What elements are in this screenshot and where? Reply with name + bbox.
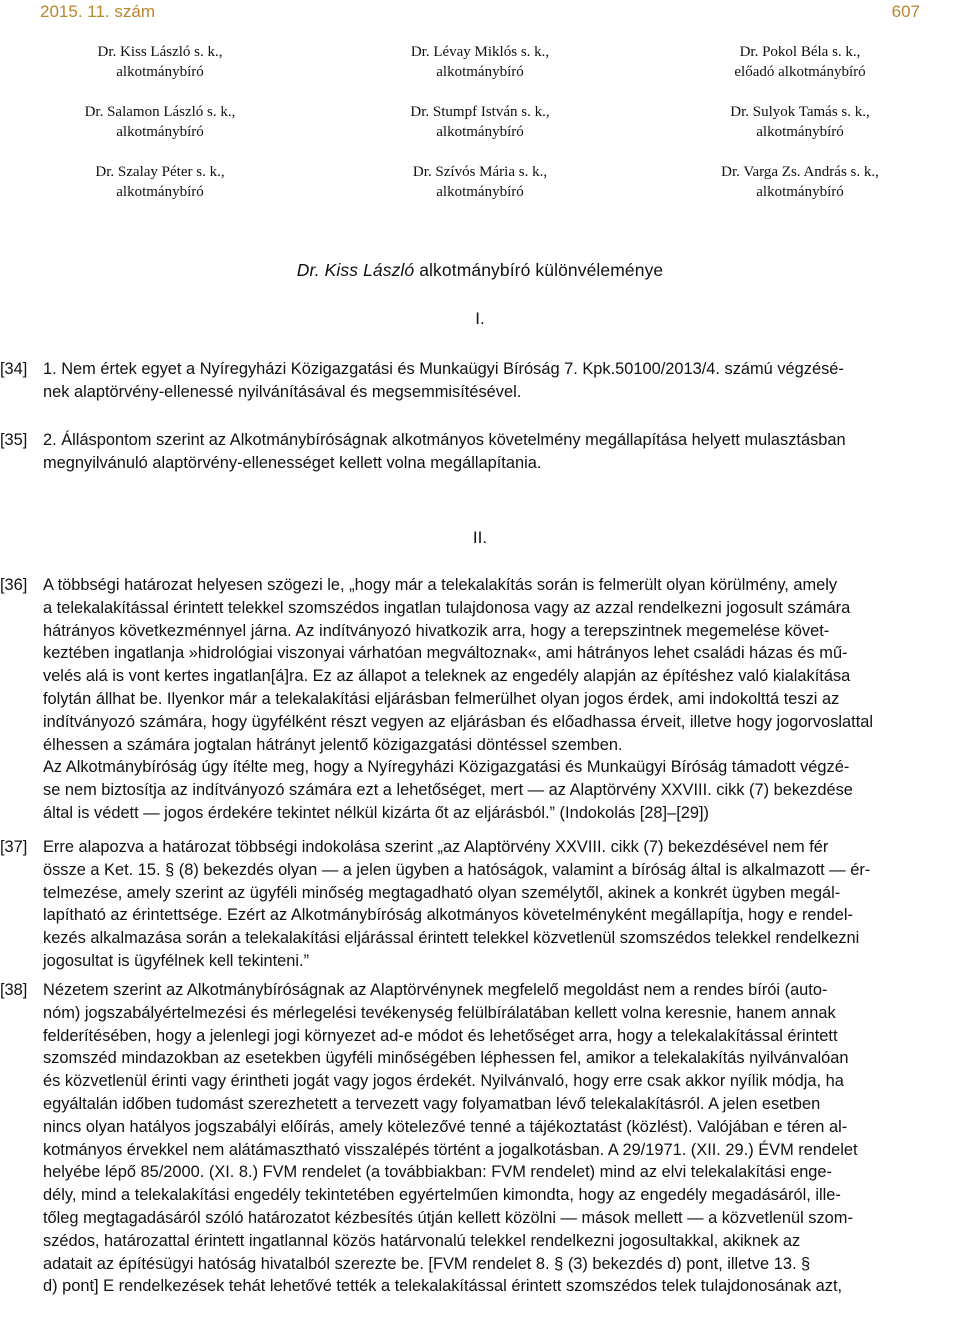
judge-role: előadó alkotmánybíró [734,64,866,80]
section-heading-1: I. [475,309,485,328]
judge-name: Varga Zs. András s. k., [739,164,879,180]
text-line: adatait az építésügyi hatóság hivatalból szerezte be. [FVM rendelet 8. § (3) bekezdés d) pont, illetve 13. § [43,1254,811,1273]
judge-role: alkotmánybíró [436,124,524,140]
judge-signature [640,162,960,202]
text-line: szomszéd mindazokban az esetekben ügyféli minőségében léphessen fel, amikor a telekalakítás nyilvánvalóan [43,1049,849,1068]
judge-role: alkotmánybíró [116,124,204,140]
text-line: élhessen a számára jogtalan hátrányt jelentő közigazgatási döntéssel szemben. [43,735,623,754]
text-line: tőleg megtagadásáról szóló határozatot kézbesítés útján kellett közölni — mások mellett — a közvetlenül szom- [43,1208,853,1227]
text-line: és közvetlenül érinti vagy érintheti jogát vagy jogos érdekét. Nyilvánvaló, hogy erre csak akkor nyílik módja, ha [43,1072,844,1091]
judge-name: Stumpf István s. k., [429,104,550,120]
text-line: telmezése, amely szerint az ügyféli minőség megtagadható olyan személytől, akinek a konkrét ügyben megál- [43,883,841,902]
paragraph-text [43,358,955,404]
judge-name: Lévay Miklós s. k., [429,44,550,60]
paragraph-38 [0,979,960,1298]
judge-name: Sulyok Tamás s. k., [748,104,870,120]
judge-title: Dr. [95,164,115,180]
judge-role: alkotmánybíró [756,124,844,140]
paragraph-number: [37] [0,838,28,856]
page-header [40,0,920,24]
judge-signature [320,42,640,82]
text-line: d) pont] E rendelkezések tehát lehetővé tették a telekalakítással érintett szomszédos telek tulajdonosának azt, [43,1277,843,1296]
paragraph-text [43,574,955,825]
paragraph-number: [35] [0,431,28,449]
text-line: A többségi határozat helyesen szögezi le, „hogy már a telekalakítás során is felmerült olyan körülmény, amely [43,576,838,594]
text-line: megnyilvánuló alaptörvény-ellenességet kellett volna megállapítania. [43,453,542,472]
text-line: felderítésében, hogy a jelenlegi jogi környezet ad-e módot és lehetőséget arra, hogy a telekalakítással érintett [43,1026,838,1045]
title-dr: Dr. [296,260,320,280]
paragraph-text [43,429,955,475]
judge-signature [0,102,320,142]
judge-title: Dr. [412,164,432,180]
judge-role: alkotmánybíró [116,64,204,80]
judge-name: Salamon László s. k., [103,104,236,120]
signature-block [0,42,960,202]
judge-signature [0,42,320,82]
paragraph-number: [36] [0,576,28,594]
text-line: 1. Nem értek egyet a Nyíregyházi Közigazgatási és Munkaügyi Bíróság 7. Kpk.50100/2013/4. számú végzésé- [43,360,844,378]
judge-title: Dr. [739,44,759,60]
text-line: össze a Ket. 15. § (8) bekezdés olyan — a jelen ügyben a hatóságok, valamint a bíróság által is alkalmazott — ér- [43,860,871,879]
judge-name: Szívós Mária s. k., [431,164,548,180]
section-heading-2: II. [472,528,488,547]
text-line: kezés alkalmazása során a telekalakítási eljárással érintett telekkel közvetlenül szomszédos telekkel rendelkezni [43,929,860,948]
dissent-title [0,260,960,281]
title-rest: alkotmánybíró különvéleménye [414,260,664,280]
judge-signature [320,102,640,142]
judge-title: Dr. [721,164,740,180]
text-line: hátrányos következménnyel járna. Az indítványozó hivatkozik arra, hogy a terepszintnek megemelése követ- [43,621,830,640]
judge-signature [0,162,320,202]
text-line: 2. Álláspontom szerint az Alkotmánybíróságnak alkotmányos követelmény megállapítása helyett mulasztásban [43,431,846,449]
text-line: egyáltalán időben tudomást szerezhetett a tervezett vagy folyamatban lévő telekalakításról. A jelen esetben [43,1094,821,1113]
text-line: által is védett — jogos érdekére tekintet nélkül kizárta őt az eljárásból.” (Indokolás [28]–[29]) [43,803,709,822]
text-line: a telekalakítással érintett telekkel szomszédos ingatlan tulajdonosa vagy az azzal rendelkezni jogosult számára [43,598,851,617]
paragraph-35 [0,429,960,475]
text-line: szédos, határozattal érintett ingatlannal közös határvonalú telekkel rendelkezni jogosultakkal, akiknek az [43,1231,801,1250]
text-line: lapítható az érintettsége. Ezért az Alkotmánybíróság alkotmányos követelményként megállapítja, hogy e rendel- [43,906,853,925]
judge-title: Dr. [730,104,749,120]
judge-role: alkotmánybíró [436,64,524,80]
paragraph-number: [34] [0,360,28,378]
paragraph-text [43,836,955,973]
judge-title: Dr. [410,44,430,60]
page-number: 607 [891,2,920,21]
text-line: folytán állhat be. Ilyenkor már a telekalakítási eljárásban felmerülhet olyan jogos érdek, ami indokolttá teszi az [43,689,840,708]
judge-signature [640,42,960,82]
judge-signature [320,162,640,202]
judge-title: Dr. [410,104,430,120]
issue-label: 2015. 11. szám [40,2,155,21]
judge-role: alkotmánybíró [756,184,844,200]
judge-role: alkotmánybíró [116,184,204,200]
text-line: Az Alkotmánybíróság úgy ítélte meg, hogy a Nyíregyházi Közigazgatási és Munkaügyi Bíróság támadott végzé- [43,758,850,777]
title-name: Kiss László [319,260,415,280]
judge-name: Szalay Péter s. k., [114,164,225,180]
paragraph-number: [38] [0,981,28,999]
paragraph-37 [0,836,960,973]
judge-name: Pokol Béla s. k., [758,44,861,60]
text-line: velés alá is vont kertes ingatlan[á]ra. Ez az állapot a teleknek az engedély alapján az építéshez való kialakítása [43,667,851,686]
text-line: dély, mind a telekalakítási engedély tekintetében egyértelműen kimondta, hogy az engedély megadásáról, ille- [43,1186,841,1205]
text-line: Erre alapozva a határozat többségi indokolása szerint „az Alaptörvény XXVIII. cikk (7) bekezdésével nem fér [43,838,829,856]
paragraph-36 [0,574,960,825]
text-line: jogosultat is ügyfélnek kell tekinteni.” [43,951,310,970]
judge-name: Kiss László s. k., [116,44,223,60]
paragraph-34 [0,358,960,404]
text-line: kotmányos érvekkel nem alátámasztható visszalépés történt a jogalkotásban. A 29/1971. (XII. 29.) ÉVM rendelet [43,1140,858,1159]
paragraph-text [43,979,955,1298]
text-line: nincs olyan hatályos jogszabályi előírás, amely kötelezővé tenné a tájékoztatást (közlést). Valójában e téren al- [43,1117,848,1136]
text-line: Nézetem szerint az Alkotmánybíróságnak az Alaptörvénynek megfelelő megoldást nem a rendes bírói (auto- [43,981,828,999]
judge-signature [640,102,960,142]
judge-role: alkotmánybíró [436,184,524,200]
text-line: nek alaptörvény-ellenessé nyilvánításával és megsemmisítésével. [43,382,522,401]
text-line: helyébe lépő 85/2000. (XI. 8.) FVM rendelet (a továbbiakban: FVM rendelet) mind az elvi telekalakítási enge- [43,1163,832,1182]
judge-title: Dr. [84,104,104,120]
text-line: indítványozó számára, hogy ügyfélként részt vegyen az eljárásban és előadhassa érveit, illetve hogy jogorvoslattal [43,712,874,731]
judge-title: Dr. [97,44,117,60]
text-line: nóm) jogszabályértelmezési és mérlegelési tevékenység felülbírálatában kellett volna keresnie, hanem annak [43,1003,836,1022]
text-line: keztében ingatlanja »hidrológiai viszonyai várhatóan megváltoznak«, ami hátrányos lehet családi házas és mű- [43,644,848,663]
text-line: se nem biztosítja az indítványozó számára ezt a lehetőséget, mert — az Alaptörvény XXVIII. cikk (7) bekezdése [43,781,853,800]
